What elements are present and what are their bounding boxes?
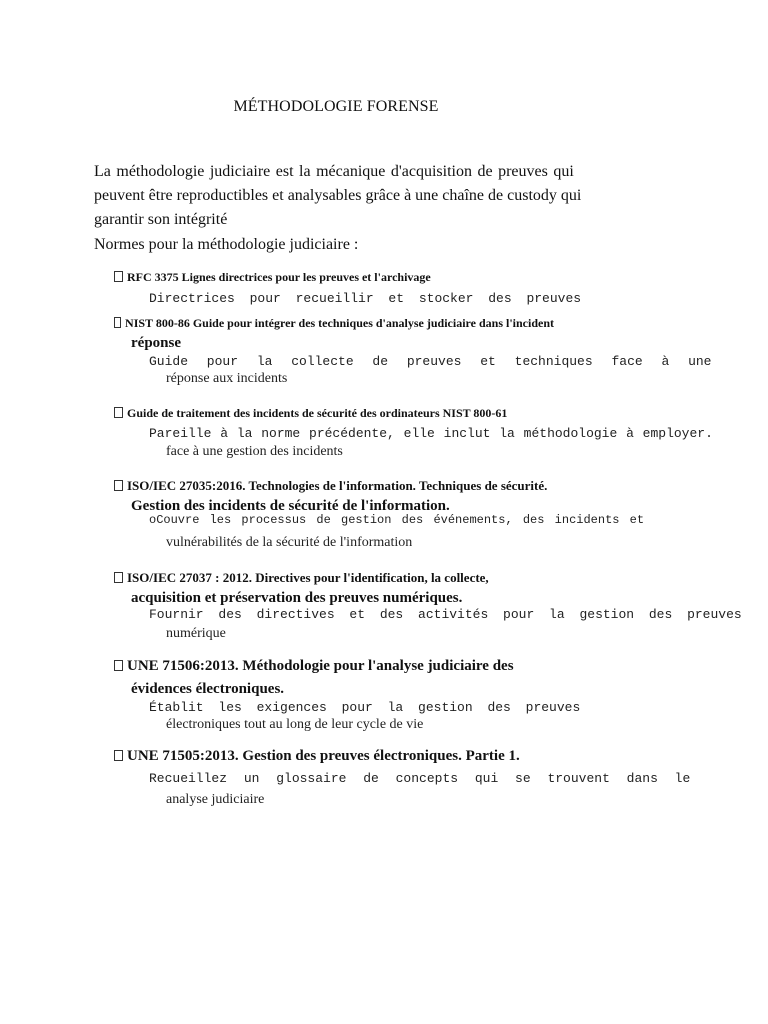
item-description: Directrices pour recueillir et stocker des preuves <box>149 291 582 306</box>
list-item <box>0 316 768 408</box>
missing-glyph-box-icon <box>114 407 123 418</box>
item-heading-continuation: évidences électroniques. <box>131 681 285 697</box>
item-description-continuation: réponse aux incidents <box>166 371 288 386</box>
item-heading-continuation: acquisition et préservation des preuves numériques. <box>131 590 463 606</box>
item-description: Recueillez un glossaire de concepts qui se trouvent dans le <box>149 771 691 786</box>
item-description-continuation: numérique <box>166 626 226 641</box>
item-description: Établit les exigences pour la gestion des preuves <box>149 700 581 715</box>
item-heading-text: RFC 3375 Lignes directrices pour les preuves et l'archivage <box>127 270 431 284</box>
item-description: Fournir des directives et des activités pour la gestion des preuves <box>149 607 742 622</box>
missing-glyph-box-icon <box>114 480 123 491</box>
item-description-continuation: électroniques tout au long de leur cycle de vie <box>166 717 424 732</box>
item-heading-text: Guide de traitement des incidents de sécurité des ordinateurs NIST 800-61 <box>127 406 508 420</box>
list-item <box>0 570 768 664</box>
item-description: Guide pour la collecte de preuves et techniques face à une <box>149 354 712 369</box>
item-heading <box>114 748 554 765</box>
intro-paragraph <box>94 160 582 232</box>
list-item <box>0 408 768 480</box>
missing-glyph-box-icon <box>114 750 123 761</box>
item-heading <box>114 406 554 421</box>
norms-list <box>0 270 768 828</box>
intro-line: La méthodologie judiciaire est la mécanique d'acquisition de preuves qui <box>94 163 574 180</box>
item-heading-text: UNE 71505:2013. Gestion des preuves électroniques. Partie 1. <box>127 748 520 764</box>
list-item <box>0 658 768 756</box>
item-heading <box>114 316 554 331</box>
item-heading-text: UNE 71506:2013. Méthodologie pour l'analyse judiciaire des <box>127 658 514 674</box>
item-heading <box>114 570 554 586</box>
item-description-continuation: analyse judiciaire <box>166 792 265 807</box>
missing-glyph-box-icon <box>114 572 123 583</box>
list-item <box>0 480 768 574</box>
item-heading-continuation: réponse <box>131 335 181 351</box>
item-heading-text: ISO/IEC 27037 : 2012. Directives pour l'identification, la collecte, <box>127 570 489 585</box>
item-description: oCouvre les processus de gestion des événements, des incidents et <box>149 513 645 527</box>
item-heading <box>114 270 554 285</box>
item-description: Pareille à la norme précédente, elle inclut la méthodologie à employer. <box>149 426 713 441</box>
list-item <box>0 748 768 828</box>
item-heading-text: NIST 800-86 Guide pour intégrer des techniques d'analyse judiciaire dans l'incident <box>125 316 554 330</box>
item-description-continuation: vulnérabilités de la sécurité de l'information <box>166 535 413 550</box>
norms-heading: Normes pour la méthodologie judiciaire : <box>94 236 359 253</box>
missing-glyph-box-icon <box>114 660 123 671</box>
item-heading-continuation: Gestion des incidents de sécurité de l'information. <box>131 498 450 514</box>
item-heading <box>114 478 554 494</box>
missing-glyph-box-icon <box>114 271 123 282</box>
document-title: MÉTHODOLOGIE FORENSE <box>233 98 439 115</box>
item-heading <box>114 658 554 675</box>
item-description-continuation: face à une gestion des incidents <box>166 444 343 459</box>
list-item <box>0 270 768 316</box>
missing-glyph-box-icon <box>114 317 121 328</box>
intro-line: garantir son intégrité <box>94 211 228 228</box>
intro-line: peuvent être reproductibles et analysables grâce à une chaîne de custody qui <box>94 187 582 204</box>
item-heading-text: ISO/IEC 27035:2016. Technologies de l'information. Techniques de sécurité. <box>127 478 548 493</box>
